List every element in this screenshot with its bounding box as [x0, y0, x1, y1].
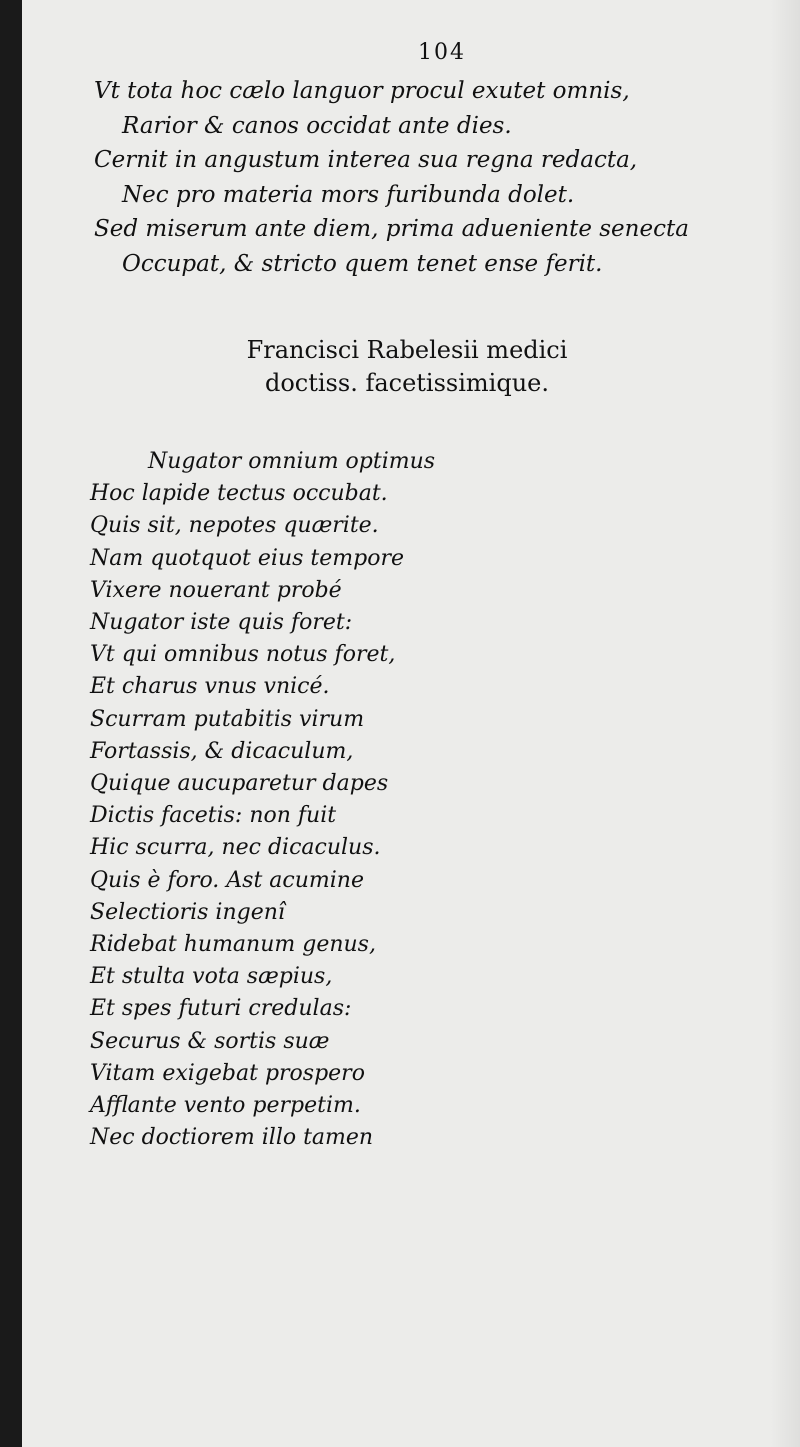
top-poem [94, 74, 689, 281]
epitaph-line: Dictis facetis: non fuit [90, 803, 337, 829]
epitaph-poem [90, 446, 435, 1154]
section-heading [22, 334, 792, 400]
epitaph-line: Selectioris ingenî [90, 899, 285, 925]
epitaph-line: Nugator omnium optimus [148, 449, 436, 474]
epitaph-line: Vixere nouerant probé [90, 577, 342, 603]
epitaph-line: Hic scurra, nec dicaculus. [90, 835, 381, 861]
epitaph-line: Ridebat humanum genus, [90, 932, 376, 958]
epitaph-line: Vt qui omnibus notus foret, [90, 642, 396, 668]
epitaph-line: Quis è foro. Ast acumine [90, 867, 364, 893]
poem-line: Cernit in angustum interea sua regna redacta, [94, 147, 638, 173]
epitaph-line: Quis sit, nepotes quærite. [90, 513, 379, 539]
page-edge-shadow [770, 0, 800, 1447]
epitaph-line: Et charus vnus vnicé. [90, 674, 330, 700]
poem-line: Vt tota hoc cælo languor procul exutet omnis, [94, 78, 630, 104]
heading-line-1: Francisci Rabelesii medici [246, 336, 568, 364]
epitaph-line: Afflante vento perpetim. [90, 1093, 361, 1119]
epitaph-line: Quique aucuparetur dapes [90, 771, 389, 797]
page-number: 104 [418, 40, 466, 65]
poem-line: Occupat, & stricto quem tenet ense ferit. [122, 250, 603, 277]
epitaph-line: Hoc lapide tectus occubat. [90, 481, 388, 507]
epitaph-line: Nec doctiorem illo tamen [90, 1125, 374, 1151]
epitaph-line: Fortassis, & dicaculum, [90, 738, 354, 764]
epitaph-line: Nam quotquot eius tempore [90, 545, 404, 571]
poem-line: Sed miserum ante diem, prima adueniente senecta [94, 216, 689, 242]
epitaph-line: Scurram putabitis virum [90, 706, 365, 732]
epitaph-line: Nugator iste quis foret: [90, 610, 353, 636]
heading-line-2: doctiss. facetissimique. [264, 369, 549, 397]
epitaph-line: Vitam exigebat prospero [90, 1060, 365, 1086]
epitaph-line: Et spes futuri credulas: [90, 996, 352, 1022]
poem-line: Rarior & canos occidat ante dies. [122, 112, 512, 139]
epitaph-line: Securus & sortis suæ [90, 1028, 330, 1054]
poem-line: Nec pro materia mors furibunda dolet. [122, 181, 575, 208]
epitaph-line: Et stulta vota sæpius, [90, 964, 333, 990]
book-page [22, 0, 800, 1447]
